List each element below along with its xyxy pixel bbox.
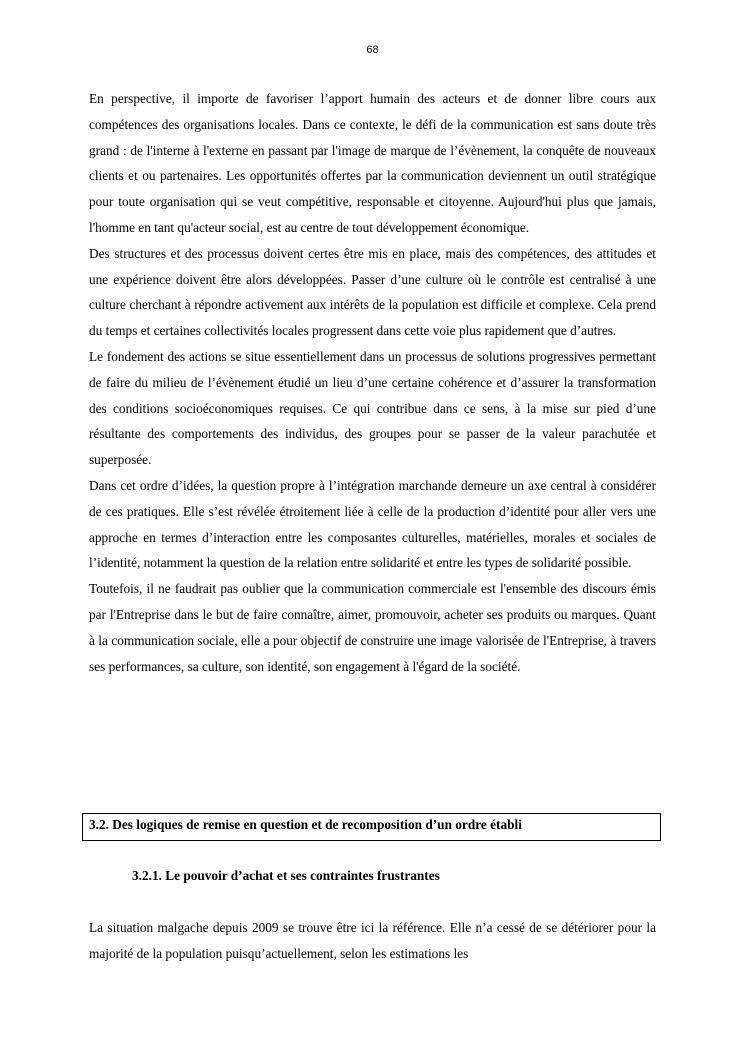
paragraph-structures: Des structures et des processus doivent certes être mis en place, mais des compétences, des attitudes et une expérience doivent être alors développées. Passer d’une culture où le contrôle est centralisé à une culture cherchant à répondre activement aux intérêts de la population est difficile et complexe. Cela prend du temps et certaines collectivités locales progressent dans cette voie plus rapidement que d’autres. [89, 245, 656, 339]
body-text [89, 86, 656, 679]
section-heading-box [82, 813, 661, 841]
page-number: 68 [366, 44, 379, 56]
paragraph-situation: La situation malgache depuis 2009 se trouve être ici la référence. Elle n’a cessé de se détériorer pour la majorité de la population puisqu’actuellement, selon les estimations les [89, 920, 656, 961]
paragraph-ordre-idees: Dans cet ordre d’idées, la question propre à l’intégration marchande demeure un axe central à considérer de ces pratiques. Elle s’est révélée étroitement liée à celle de la production d’identité pour aller vers une approche en termes d’interaction entre les composantes culturelles, matérielles, morales et sociales de l’identité, notamment la question de la relation entre solidarité et entre les types de solidarité possible. [89, 477, 656, 571]
subsection-heading: 3.2.1. Le pouvoir d’achat et ses contraintes frustrantes [132, 868, 440, 883]
paragraph-toutefois: Toutefois, il ne faudrait pas oublier que la communication commerciale est l'ensemble des discours émis par l'Entreprise dans le but de faire connaître, aimer, promouvoir, acheter ses produits ou marques. Quant à la communication sociale, elle a pour objectif de construire une image valorisée de l'Entreprise, à travers ses performances, sa culture, son identité, son engagement à l'égard de la société. [89, 581, 656, 674]
paragraph-fondement: Le fondement des actions se situe essentiellement dans un processus de solutions progressives permettant de faire du milieu de l’évènement étudié un lieu d’une certaine cohérence et d’assurer la transformation des conditions socioéconomiques requises. Ce qui contribue dans ce sens, à la mise sur pied d’une résultante des comportements des individus, des groupes pour se passer de la valeur parachutée et superposée. [89, 348, 656, 468]
paragraph-perspective: En perspective, il importe de favoriser l’apport humain des acteurs et de donner libre cours aux compétences des organisations locales. Dans ce contexte, le défi de la communication est sans doute très grand : de l'interne à l'externe en passant par l'image de marque de l’évènement, la conquête de nouveaux clients et ou partenaires. Les opportunités offertes par la communication deviennent un outil stratégique pour toute organisation qui se veut compétitive, responsable et citoyenne. Aujourd'hui plus que jamais, l'homme en tant qu'acteur social, est au centre de tout développement économique. [89, 91, 656, 235]
section-heading: 3.2. Des logiques de remise en question et de recomposition d’un ordre établi [89, 817, 522, 832]
bottom-text [89, 915, 656, 967]
